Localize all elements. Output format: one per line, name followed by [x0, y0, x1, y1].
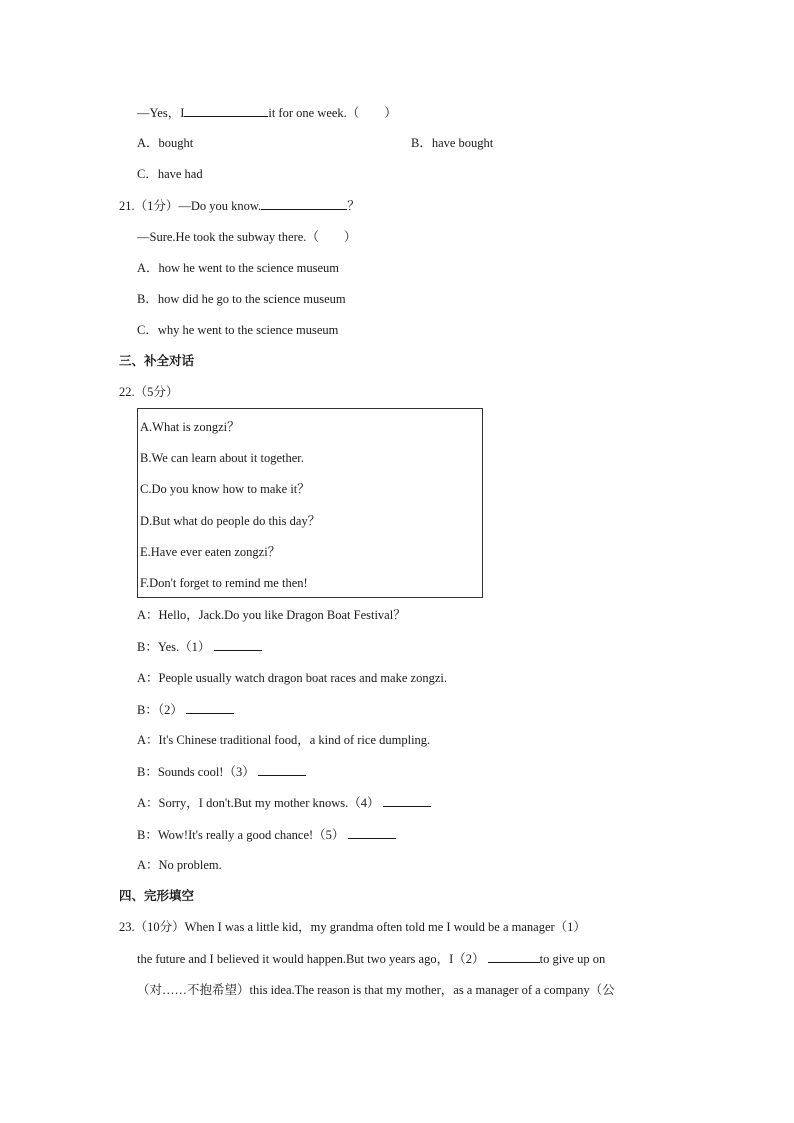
q22-dialogue-line-8: [137, 826, 396, 843]
q22-dialogue-line-1: [137, 607, 406, 623]
q22-dialogue-text-7: A：Sorry，I don't.But my mother knows.（4）: [137, 796, 380, 810]
q23-line-2-post: to give up on: [539, 952, 606, 966]
q22-options-box: [137, 408, 483, 598]
q22-blank-5[interactable]: [348, 826, 396, 839]
q21-stem: [119, 197, 360, 214]
q22-dialogue-text-3: A：People usually watch dragon boat races and make zongzi.: [137, 671, 447, 685]
q22-dialogue-text-9: A：No problem.: [137, 858, 222, 872]
q22-dialogue-line-3: [137, 670, 447, 686]
q21-option-a[interactable]: A．how he went to the science museum: [137, 261, 340, 275]
q22-box-option-a: A.What is zongzi？: [140, 420, 240, 434]
q21-option-b[interactable]: B．how did he go to the science museum: [137, 292, 346, 306]
section4-title: 四、完形填空: [119, 888, 195, 903]
q20-reply-line: [137, 104, 397, 121]
q22-dialogue-text-6: B：Sounds cool!（3）: [137, 765, 255, 779]
q22-box-option-e: E.Have ever eaten zongzi？: [140, 545, 281, 559]
q22-dialogue-text-4: B：（2）: [137, 703, 183, 717]
q22-blank-1[interactable]: [214, 638, 262, 651]
q21-option-c[interactable]: C．why he went to the science museum: [137, 323, 339, 337]
q22-dialogue-line-5: [137, 732, 430, 748]
q22-stem: 22.（5分）: [119, 385, 179, 399]
q22-dialogue-text-8: B：Wow!It's really a good chance!（5）: [137, 828, 345, 842]
q23-line-3: （对……不抱希望）this idea.The reason is that my mother，as a manager of a company（公: [137, 983, 615, 997]
q20-option-c[interactable]: C．have had: [137, 167, 203, 181]
q23-line-2: [137, 950, 605, 967]
q22-dialogue-line-7: [137, 794, 431, 811]
q22-blank-4[interactable]: [383, 794, 431, 807]
q22-box-option-f: F.Don't forget to remind me then!: [140, 576, 308, 590]
q21-answer-blank[interactable]: [261, 197, 347, 210]
section3-title: 三、补全对话: [119, 353, 195, 368]
q23-blank-2[interactable]: [488, 950, 540, 963]
q23-line-1: 23.（10分）When I was a little kid，my grandma often told me I would be a manager（1）: [119, 920, 586, 934]
q20-option-b[interactable]: B．have bought: [411, 136, 494, 150]
q21-stem-pre: 21.（1分）—Do you know.: [119, 199, 262, 213]
q20-reply-pre: —Yes，I: [137, 106, 185, 120]
q20-reply-post: it for one week.（ ）: [268, 106, 397, 120]
q22-dialogue-text-2: B：Yes.（1）: [137, 640, 211, 654]
q22-box-option-b: B.We can learn about it together.: [140, 451, 304, 465]
q20-option-a[interactable]: A．bought: [137, 136, 194, 150]
q22-blank-2[interactable]: [186, 701, 234, 714]
q23-line-2-pre: the future and I believed it would happen.But two years ago，I（2）: [137, 952, 485, 966]
q22-dialogue-text-1: A：Hello，Jack.Do you like Dragon Boat Festival？: [137, 608, 406, 622]
q21-stem-post: ？: [347, 199, 360, 213]
q21-reply: —Sure.He took the subway there.（ ）: [137, 230, 357, 244]
q22-dialogue-line-4: [137, 701, 234, 718]
q20-answer-blank[interactable]: [184, 104, 268, 117]
q22-dialogue-line-9: [137, 857, 222, 873]
q22-dialogue-line-6: [137, 763, 306, 780]
q22-dialogue-text-5: A：It's Chinese traditional food，a kind of rice dumpling.: [137, 733, 431, 747]
q22-box-option-d: D.But what do people do this day？: [140, 514, 321, 528]
q22-box-option-c: C.Do you know how to make it？: [140, 482, 310, 496]
q22-dialogue-line-2: [137, 638, 262, 655]
q22-blank-3[interactable]: [258, 763, 306, 776]
